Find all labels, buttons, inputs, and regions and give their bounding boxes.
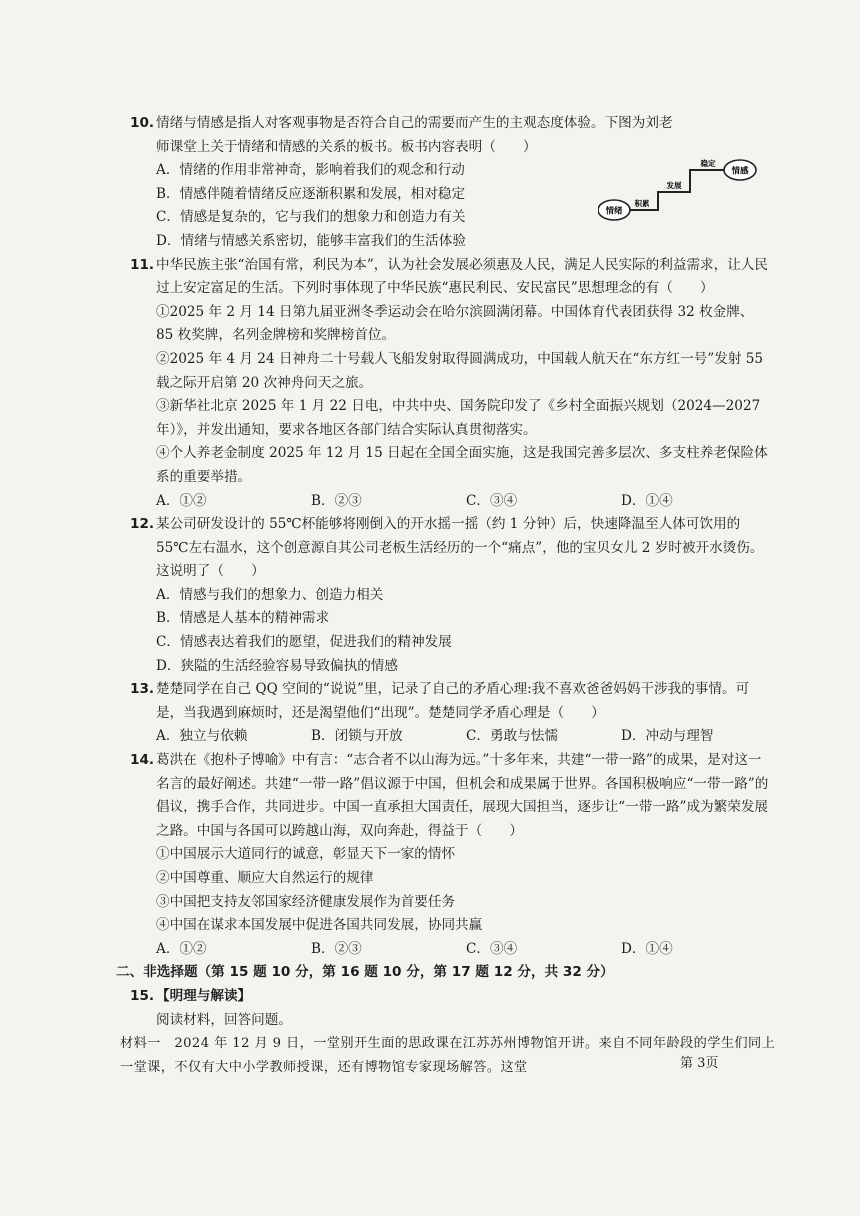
start-label: 情绪 [605,206,623,217]
question-11 [130,254,770,514]
statement-4: ④中国在谋求本国发展中促进各国共同发展，协同共赢 [156,917,483,934]
option-d: D．冲动与理智 [621,728,714,745]
section-heading: 二、非选择题（第 15 题 10 分，第 16 题 10 分，第 17 题 12 分，共 32 分） [116,964,614,981]
question-stem-continued: 师课堂上关于情绪和情感的关系的板书。板书内容表明（ ） [156,138,537,155]
option-d: D．狭隘的生活经验容易导致偏执的情感 [156,657,398,674]
option-a: A．情绪的作用非常神奇，影响着我们的观念和行动 [156,162,465,179]
question-stem: 中华民族主张“治国有常，利民为本”，认为社会发展必须惠及人民，满足人民实际的利益需求，让人民过上安定富足的生活。下列时事体现了中华民族“惠民利民、安民富民”思想理念的有（ ） [156,256,769,297]
question-10 [130,112,770,254]
option-c: C．勇敢与怯懦 [466,728,558,745]
option-d: D．①④ [621,492,673,509]
option-b: B．②③ [311,940,362,957]
statement-2: ②中国尊重、顺应大自然运行的规律 [156,870,374,886]
question-number: 10. [130,115,155,131]
question-12 [130,513,770,678]
question-number: 13. [130,681,155,698]
option-c: C．情感表达着我们的愿望，促进我们的精神发展 [156,634,452,651]
statement-1: ①2025 年 2 月 14 日第九届亚洲冬季运动会在哈尔滨圆满闭幕。中国体育代表团获得 32 枚金牌、85 枚奖牌，名列金牌榜和奖牌榜首位。 [156,303,754,344]
page-content [116,112,776,1079]
question-13 [130,678,770,749]
question-15 [120,985,776,1079]
statement-1: ①中国展示大道同行的诚意，彰显天下一家的情怀 [156,846,456,863]
emotion-staircase-diagram [598,140,758,222]
question-stem: 楚楚同学在自己 QQ 空间的“说说”里，记录了自己的矛盾心理:我不喜欢爸爸妈妈干涉我的事情。可是，当我遇到麻烦时，还是渴望他们“出现”。楚楚同学矛盾心理是（ ） [156,681,750,721]
statement-4: ④个人养老金制度 2025 年 12 月 15 日起在全国全面实施，这是我国完善多层次、多支柱养老保险体系的重要举措。 [156,445,768,485]
question-number: 11. [130,256,155,273]
option-c: C．③④ [466,940,518,957]
options-row [130,938,770,962]
page-number: 第 3页 [680,1056,719,1071]
question-tag: 【明理与解读】 [156,987,252,1004]
option-a: A．情感与我们的想象力、创造力相关 [156,586,384,603]
question-stem: 情绪与情感是指人对客观事物是否符合自己的需要而产生的主观态度体验。下图为刘老 [156,115,673,131]
option-c: C．③④ [466,492,518,509]
statement-3: ③中国把支持友邻国家经济健康发展作为首要任务 [156,893,456,910]
step2-label: 发展 [666,181,682,190]
option-d: D．①④ [621,940,673,957]
question-stem: 某公司研发设计的 55℃杯能够将刚倒入的开水摇一摇（约 1 分钟）后，快速降温至人体可饮用的 55℃左右温水，这个创意源自其公司老板生活经历的一个“痛点”，他的宝贝女儿 2 岁时被开水烫伤。这说明了（ ） [156,516,764,580]
question-instruction: 阅读材料，回答问题。 [156,1011,292,1028]
option-a: A．①② [156,492,207,509]
question-stem: 葛洪在《抱朴子博喻》中有言：“志合者不以山海为远。”十多年来，共建“一带一路”的成果，是对这一名言的最好阐述。共建“一带一路”倡议源于中国，但机会和成果属于世界。各国积极响应“一带一路”的倡议，携手合作，共同进步。中国一直承担大国责任，展现大国担当，逐步让“一带一路”成为繁荣发展之路。中国与各国可以跨越山海，双向奔赴，得益于（ ） [156,752,769,839]
material-1: 材料一 2024 年 12 月 9 日，一堂别开生面的思政课在江苏苏州博物馆开讲。来自不同年龄段的学生们同上一堂课，不仅有大中小学教师授课，还有博物馆专家现场解答。这堂 [120,1036,776,1075]
option-b: B．情感是人基本的精神需求 [156,610,330,627]
question-number: 12. [130,516,155,533]
statement-3: ③新华社北京 2025 年 1 月 22 日电，中共中央、国务院印发了《乡村全面振兴规划（2024—2027 年）》，并发出通知，要求各地区各部门结合实际认真贯彻落实。 [156,398,761,438]
options-row [130,725,770,749]
option-b: B．②③ [311,492,362,509]
option-a: A．独立与依赖 [156,728,248,745]
question-14 [130,749,770,961]
option-d: D．情绪与情感关系密切，能够丰富我们的生活体验 [156,232,466,249]
option-c: C．情感是复杂的，它与我们的想象力和创造力有关 [156,209,466,226]
option-a: A．①② [156,940,207,957]
option-b: B．情感伴随着情绪反应逐渐积累和发展，相对稳定 [156,185,466,202]
step3-label: 稳定 [700,159,716,168]
question-number: 14. [130,752,155,769]
end-label: 情感 [731,166,749,177]
statement-2: ②2025 年 4 月 24 日神舟二十号载人飞船发射取得圆满成功，中国载人航天在“东方红一号”发射 55 载之际开启第 20 次神舟问天之旅。 [156,350,764,391]
option-b: B．闭锁与开放 [311,728,403,745]
options-row [130,490,770,514]
question-number: 15. [130,987,155,1004]
step1-label: 积累 [634,199,650,208]
